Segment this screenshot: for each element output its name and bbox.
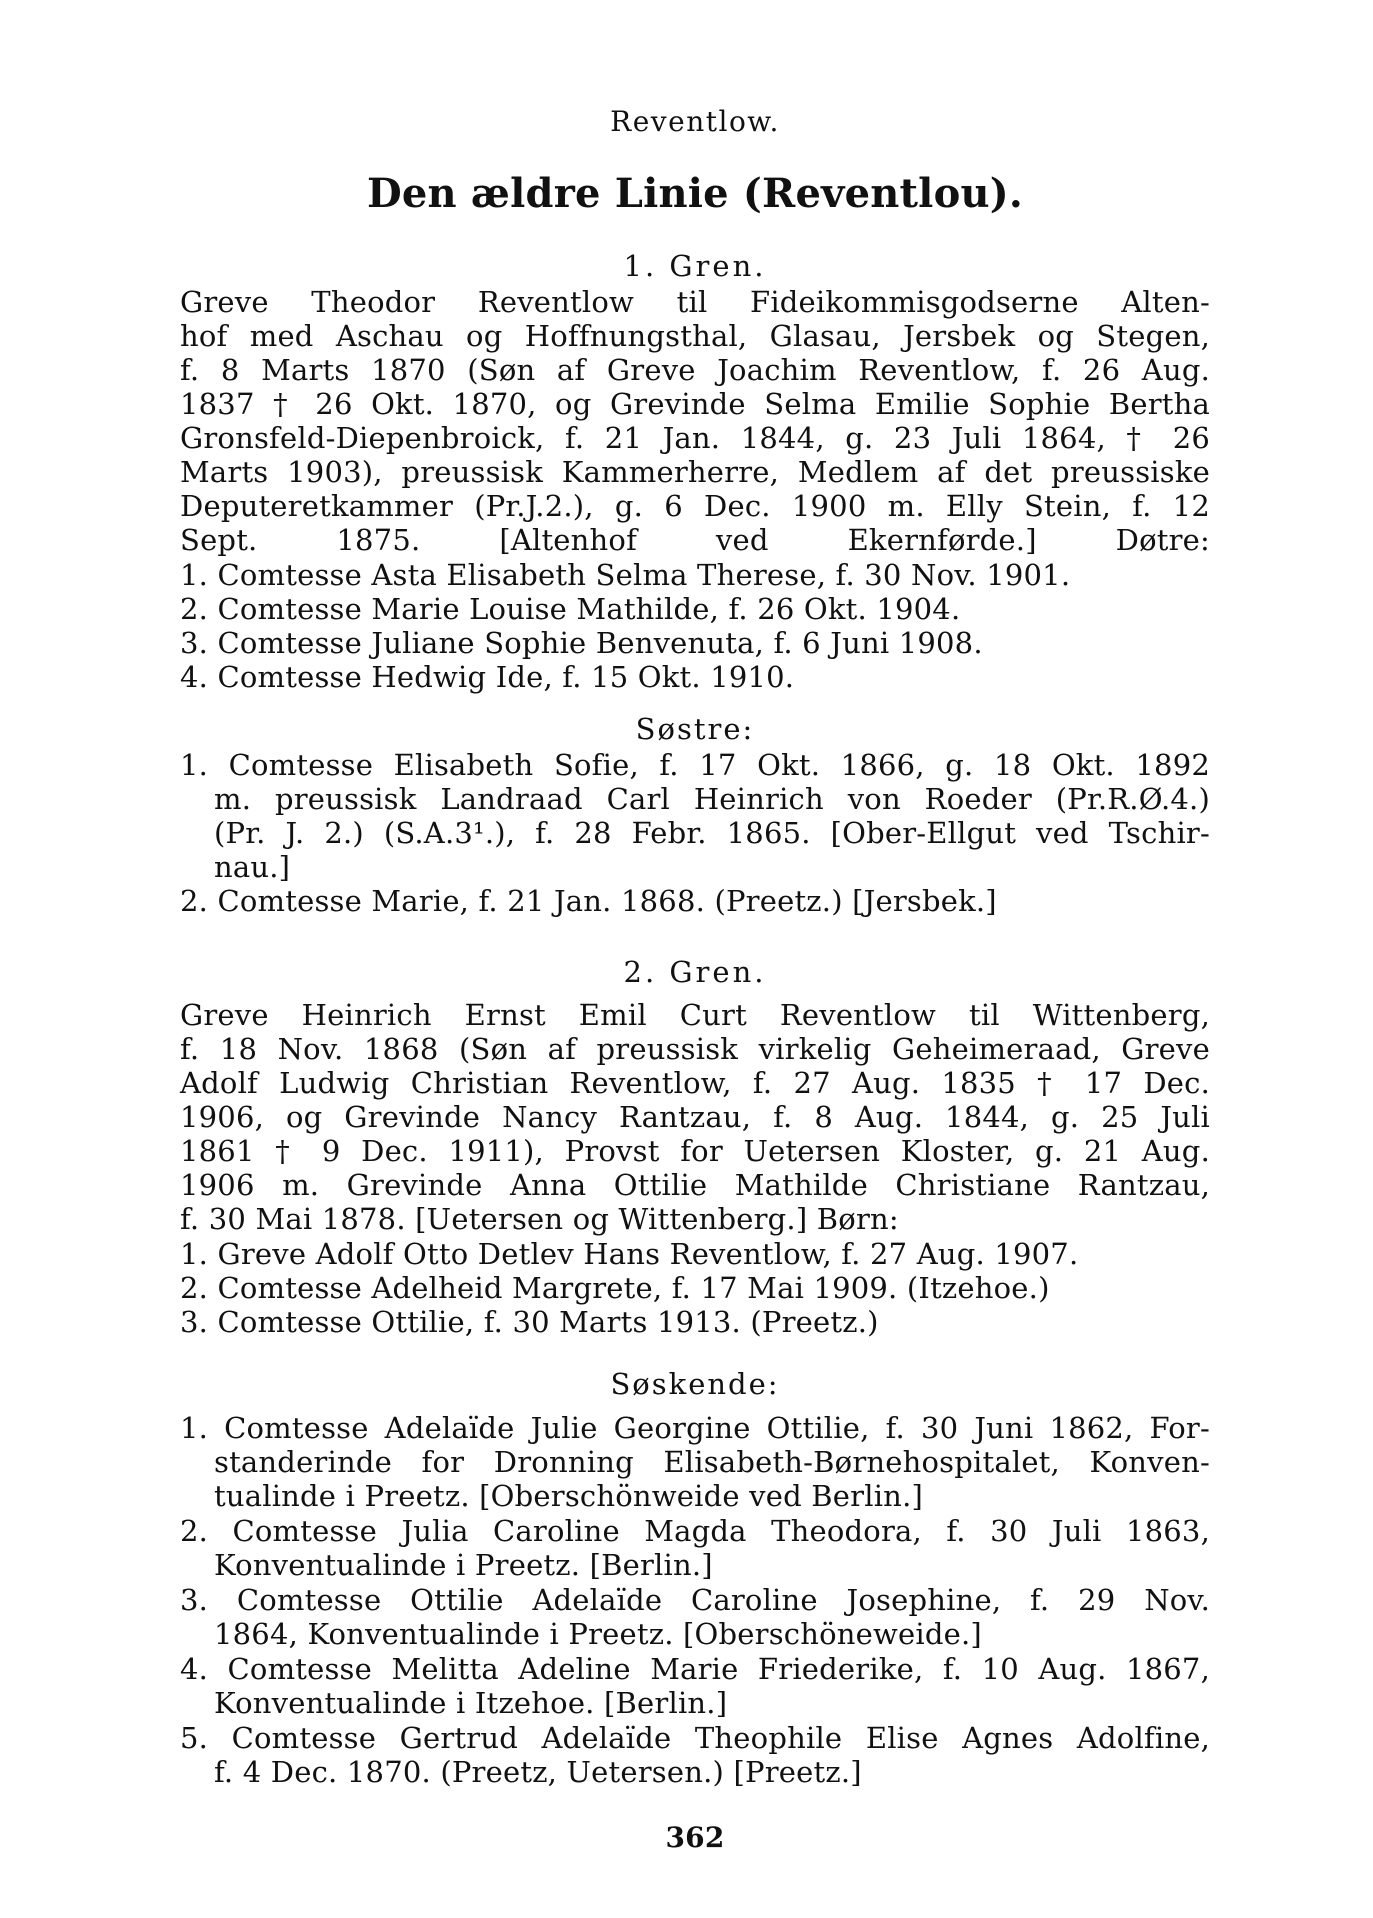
section-2-heading: 2. Gren. bbox=[623, 955, 767, 989]
sister-entry-cont: nau.] bbox=[214, 850, 291, 884]
section-1-line: Deputeretkammer (Pr.J.2.), g. 6 Dec. 1900 m. Elly Stein, f. 12 bbox=[180, 489, 1210, 523]
sibling-entry: 3. Comtesse Ottilie Adelaïde Caroline Josephine, f. 29 Nov. bbox=[180, 1583, 1210, 1617]
section-2-line: 1906 m. Grevinde Anna Ottilie Mathilde Christiane Rantzau, bbox=[180, 1168, 1210, 1202]
sister-entry: 1. Comtesse Elisabeth Sofie, f. 17 Okt. 1866, g. 18 Okt. 1892 bbox=[180, 748, 1210, 782]
section-1-line: Marts 1903), preussisk Kammerherre, Medlem af det preussiske bbox=[180, 455, 1210, 489]
sister-entry-cont: m. preussisk Landraad Carl Heinrich von Roeder (Pr.R.Ø.4.) bbox=[214, 782, 1210, 816]
child-entry: 2. Comtesse Adelheid Margrete, f. 17 Mai 1909. (Itzehoe.) bbox=[180, 1271, 1050, 1305]
sibling-entry-cont: Konventualinde i Preetz. [Berlin.] bbox=[214, 1548, 713, 1582]
section-1-line: Sept. 1875. [Altenhof ved Ekernførde.] Døtre: bbox=[180, 523, 1210, 557]
daughter-entry: 4. Comtesse Hedwig Ide, f. 15 Okt. 1910. bbox=[180, 660, 795, 694]
sibling-entry: 2. Comtesse Julia Caroline Magda Theodora, f. 30 Juli 1863, bbox=[180, 1514, 1210, 1548]
section-1-line: Gronsfeld-Diepenbroick, f. 21 Jan. 1844, g. 23 Juli 1864, † 26 bbox=[180, 421, 1210, 455]
section-1-line: f. 8 Marts 1870 (Søn af Greve Joachim Reventlow, f. 26 Aug. bbox=[180, 353, 1210, 387]
sisters-heading: Søstre: bbox=[635, 712, 755, 746]
section-2-line: Adolf Ludwig Christian Reventlow, f. 27 Aug. 1835 † 17 Dec. bbox=[180, 1066, 1210, 1100]
sibling-entry: 5. Comtesse Gertrud Adelaïde Theophile Elise Agnes Adolfine, bbox=[180, 1721, 1210, 1755]
main-heading: Den ældre Linie (Reventlou). bbox=[366, 170, 1023, 217]
section-2-line: 1906, og Grevinde Nancy Rantzau, f. 8 Aug. 1844, g. 25 Juli bbox=[180, 1100, 1210, 1134]
section-1-line: Greve Theodor Reventlow til Fideikommisgodserne Alten- bbox=[180, 285, 1210, 319]
sibling-entry-cont: f. 4 Dec. 1870. (Preetz, Uetersen.) [Preetz.] bbox=[214, 1755, 862, 1789]
sister-entry-cont: (Pr. J. 2.) (S.A.3¹.), f. 28 Febr. 1865. [Ober-Ellgut ved Tschir- bbox=[214, 816, 1210, 850]
sibling-entry-cont: Konventualinde i Itzehoe. [Berlin.] bbox=[214, 1686, 728, 1720]
child-entry: 3. Comtesse Ottilie, f. 30 Marts 1913. (Preetz.) bbox=[180, 1305, 879, 1339]
section-2-line: f. 18 Nov. 1868 (Søn af preussisk virkelig Geheimeraad, Greve bbox=[180, 1032, 1210, 1066]
sibling-entry-cont: 1864, Konventualinde i Preetz. [Oberschöneweide.] bbox=[214, 1617, 982, 1651]
section-1-heading: 1. Gren. bbox=[623, 249, 767, 283]
daughter-entry: 1. Comtesse Asta Elisabeth Selma Therese, f. 30 Nov. 1901. bbox=[180, 558, 1071, 592]
section-2-line: Greve Heinrich Ernst Emil Curt Reventlow til Wittenberg, bbox=[180, 998, 1210, 1032]
siblings-heading: Søskende: bbox=[610, 1367, 780, 1401]
section-2-line: f. 30 Mai 1878. [Uetersen og Wittenberg.] Børn: bbox=[180, 1202, 899, 1236]
running-head: Reventlow. bbox=[610, 105, 780, 138]
page-number: 362 bbox=[665, 1821, 725, 1854]
sibling-entry: 4. Comtesse Melitta Adeline Marie Friederike, f. 10 Aug. 1867, bbox=[180, 1652, 1210, 1686]
section-2-line: 1861 † 9 Dec. 1911), Provst for Uetersen Kloster, g. 21 Aug. bbox=[180, 1134, 1210, 1168]
sibling-entry-cont: standerinde for Dronning Elisabeth-Børnehospitalet, Konven- bbox=[214, 1445, 1210, 1479]
sister-entry: 2. Comtesse Marie, f. 21 Jan. 1868. (Preetz.) [Jersbek.] bbox=[180, 884, 997, 918]
daughter-entry: 3. Comtesse Juliane Sophie Benvenuta, f. 6 Juni 1908. bbox=[180, 626, 983, 660]
sibling-entry: 1. Comtesse Adelaïde Julie Georgine Ottilie, f. 30 Juni 1862, For- bbox=[180, 1411, 1210, 1445]
daughter-entry: 2. Comtesse Marie Louise Mathilde, f. 26 Okt. 1904. bbox=[180, 592, 961, 626]
sibling-entry-cont: tualinde i Preetz. [Oberschönweide ved Berlin.] bbox=[214, 1479, 923, 1513]
section-1-line: 1837 † 26 Okt. 1870, og Grevinde Selma Emilie Sophie Bertha bbox=[180, 387, 1210, 421]
child-entry: 1. Greve Adolf Otto Detlev Hans Reventlow, f. 27 Aug. 1907. bbox=[180, 1237, 1079, 1271]
section-1-line: hof med Aschau og Hoffnungsthal, Glasau, Jersbek og Stegen, bbox=[180, 319, 1210, 353]
